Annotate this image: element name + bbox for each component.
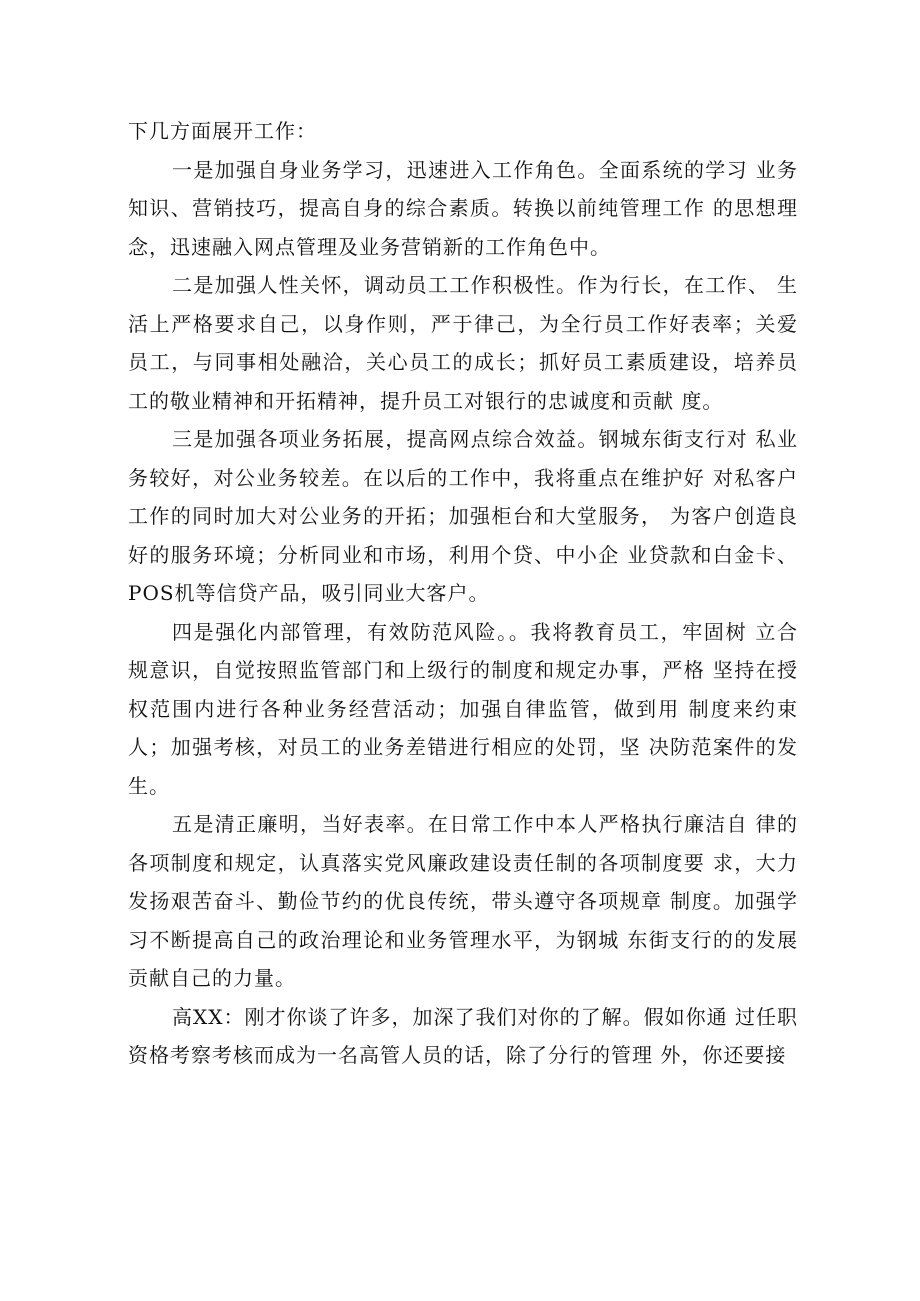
paragraph-intro: 下几方面展开工作： bbox=[128, 119, 317, 143]
paragraph-one: 一是加强自身业务学习，迅速进入工作角色。全面系统的学习 业务知识、营销技巧，提高自身的综合素质。转换以前纯管理工作 的思想理念，迅速融入网点管理及业务营销新的工作角色中。 bbox=[128, 157, 798, 259]
paragraph-three: 三是加强各项业务拓展，提高网点综合效益。钢城东街支行对 私业务较好，对公业务较差。在以后的工作中，我将重点在维护好 对私客户工作的同时加大对公业务的开拓；加强柜台和大堂服务， 为客户创造良好的服务环境；分析同业和市场，利用个贷、中小企 业贷款和白金卡、POS机等信贷产品，吸引同业大客户。 bbox=[128, 427, 798, 605]
paragraph-two: 二是加强人性关怀，调动员工工作积极性。作为行长，在工作、 生活上严格要求自己，以身作则，严于律己，为全行员工作好表率；关爱员工，与同事相处融洽，关心员工的成长；抓好员工素质建设，培养员工的敬业精神和开拓精神，提升员工对银行的忠诚度和贡献 度。 bbox=[128, 273, 798, 413]
document-body bbox=[128, 112, 798, 1075]
paragraph-interview: 高XX：刚才你谈了许多，加深了我们对你的了解。假如你通 过任职资格考察考核而成为一名高管人员的话，除了分行的管理 外，你还要接 bbox=[128, 1004, 798, 1067]
paragraph-four: 四是强化内部管理，有效防范风险。。我将教育员工，牢固树 立合规意识，自觉按照监管部门和上级行的制度和规定办事，严格 坚持在授权范围内进行各种业务经营活动；加强自律监管，做到用 制度来约束人；加强考核，对员工的业务差错进行相应的处罚，坚 决防范案件的发生。 bbox=[128, 619, 798, 798]
paragraph-five: 五是清正廉明，当好表率。在日常工作中本人严格执行廉洁自 律的各项制度和规定，认真落实党风廉政建设责任制的各项制度要 求，大力发扬艰苦奋斗、勤俭节约的优良传统，带头遵守各项规章 制度。加强学习不断提高自己的政治理论和业务管理水平，为钢城 东街支行的的发展贡献自己的力量。 bbox=[128, 812, 798, 990]
